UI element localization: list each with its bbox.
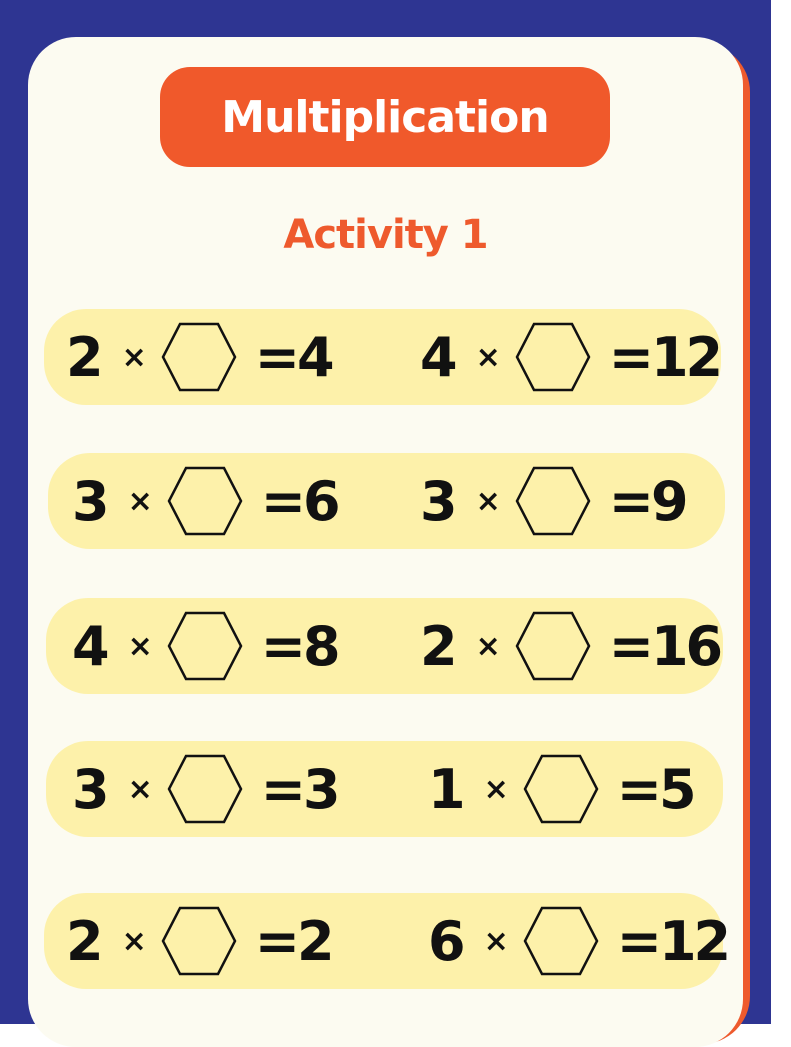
hexagon-answer-blank-icon[interactable] xyxy=(167,611,243,681)
equation-right xyxy=(428,741,694,837)
hexagon-answer-blank-icon[interactable] xyxy=(167,466,243,536)
multiplicand: 6 xyxy=(428,909,464,973)
equation-left xyxy=(72,741,338,837)
equation-left xyxy=(72,598,338,694)
product: =6 xyxy=(260,469,338,533)
multiplicand: 3 xyxy=(72,469,108,533)
times-sign: × xyxy=(127,771,153,807)
multiplicand: 3 xyxy=(72,757,108,821)
times-sign: × xyxy=(475,628,501,664)
equation-row xyxy=(44,309,721,405)
activity-subtitle: Activity 1 xyxy=(283,212,488,258)
times-sign: × xyxy=(121,923,147,959)
times-sign: × xyxy=(475,483,501,519)
multiplicand: 2 xyxy=(66,325,102,389)
product: =4 xyxy=(254,325,332,389)
equation-right xyxy=(428,893,728,989)
equation-row xyxy=(44,893,729,989)
multiplicand: 4 xyxy=(72,614,108,678)
hexagon-answer-blank-icon[interactable] xyxy=(515,466,591,536)
hexagon-answer-blank-icon[interactable] xyxy=(523,754,599,824)
times-sign: × xyxy=(121,339,147,375)
multiplicand: 3 xyxy=(420,469,456,533)
multiplicand: 2 xyxy=(420,614,456,678)
equation-right xyxy=(420,598,720,694)
hexagon-answer-blank-icon[interactable] xyxy=(161,322,237,392)
equation-left xyxy=(66,893,332,989)
product: =5 xyxy=(616,757,694,821)
equation-row xyxy=(46,598,723,694)
equation-row xyxy=(48,453,725,549)
equation-left xyxy=(66,309,332,405)
hexagon-answer-blank-icon[interactable] xyxy=(161,906,237,976)
times-sign: × xyxy=(127,483,153,519)
equation-left xyxy=(72,453,338,549)
multiplicand: 1 xyxy=(428,757,464,821)
product: =8 xyxy=(260,614,338,678)
equation-right xyxy=(420,309,720,405)
product: =12 xyxy=(616,909,729,973)
times-sign: × xyxy=(127,628,153,664)
equation-row xyxy=(46,741,723,837)
product: =16 xyxy=(608,614,721,678)
times-sign: × xyxy=(475,339,501,375)
product: =12 xyxy=(608,325,721,389)
hexagon-answer-blank-icon[interactable] xyxy=(167,754,243,824)
hexagon-answer-blank-icon[interactable] xyxy=(515,611,591,681)
equation-right xyxy=(420,453,686,549)
product: =3 xyxy=(260,757,338,821)
product: =9 xyxy=(608,469,686,533)
hexagon-answer-blank-icon[interactable] xyxy=(515,322,591,392)
times-sign: × xyxy=(483,771,509,807)
times-sign: × xyxy=(483,923,509,959)
product: =2 xyxy=(254,909,332,973)
hexagon-answer-blank-icon[interactable] xyxy=(523,906,599,976)
multiplicand: 4 xyxy=(420,325,456,389)
page-title: Multiplication xyxy=(221,91,549,143)
title-banner xyxy=(160,67,610,167)
multiplicand: 2 xyxy=(66,909,102,973)
